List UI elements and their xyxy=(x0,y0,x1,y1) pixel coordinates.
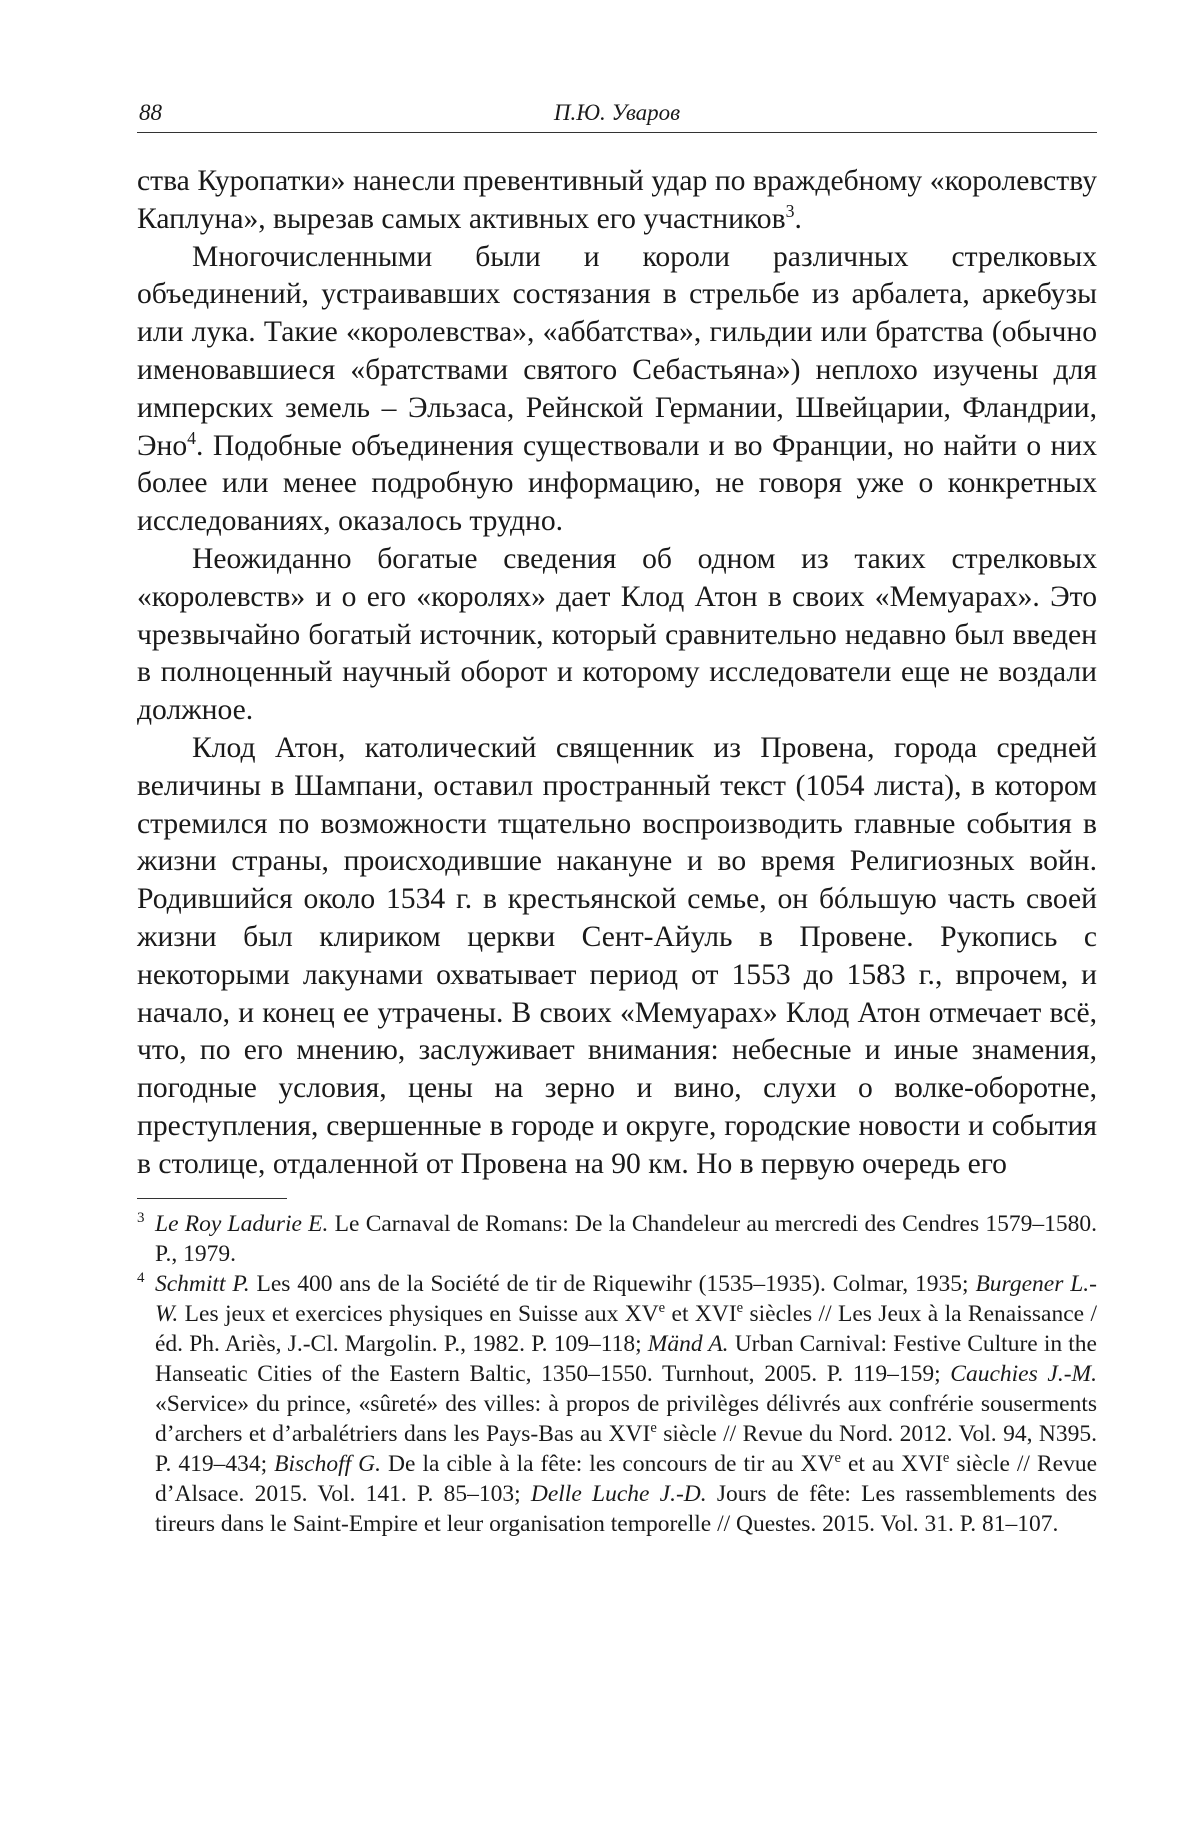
footnote-divider xyxy=(137,1198,287,1199)
footnote-3: 3 Le Roy Ladurie E. Le Carnaval de Romans: De la Chandeleur au mercredi des Cendres 1579–1580. P., 1979. xyxy=(137,1209,1097,1267)
page-number: 88 xyxy=(139,100,162,125)
footnotes xyxy=(137,1209,1097,1540)
book-page xyxy=(137,96,1097,1540)
footnote-ref-3: 3 xyxy=(785,200,795,221)
footnote-4: 4 Schmitt P. Les 400 ans de la Société de tir de Riquewihr (1535–1935). Colmar, 1935; Burgener L.-W. Les jeux et exercices physiques en Suisse aux XVe et XVIe siècles // Les Jeux à la Renaissance / éd. Ph. Ariès, J.-Cl. Margolin. P., 1982. P. 109–118; Mänd A. Urban Carnival: Festive Culture in the Hanseatic Cities of the Eastern Baltic, 1350–1550. Turnhout, 2005. P. 119–159; Cauchies J.-M. «Service» du prince, «sûreté» des villes: à propos de privilèges délivrés aux confrérie souserments d’archers et d’arbalétriers dans les Pays-Bas au XVIe siècle // Revue du Nord. 2012. Vol. 94, N395. P. 419–434; Bischoff G. De la cible à la fête: les concours de tir au XVe et au XVIe siècle // Revue d’Alsace. 2015. Vol. 141. P. 85–103; Delle Luche J.-D. Jours de fête: Les rassemblements des tireurs dans le Saint-Empire et leur organisation temporelle // Questes. 2015. Vol. 31. P. 81–107. xyxy=(137,1269,1098,1538)
running-author: П.Ю. Уваров xyxy=(553,100,681,125)
paragraph-1: ства Куропатки» нанесли превентивный удар по враждебному «королевству Каплуна», вырезав самых активных его участников$^3$. xyxy=(137,165,1097,235)
footnote-ref-4: 4 xyxy=(187,427,197,448)
paragraph-4: Клод Атон, католический священник из Провена, города средней величины в Шампани, оставил пространный текст (1054 листа), в котором стремился по возможности тщательно воспроизводить главные события в жизни страны, происходившие накануне и во время Религиозных войн. Родившийся около 1534 г. в крестьянской семье, он бóльшую часть своей жизни был клириком церкви Сент-Айуль в Провене. Рукопись с некоторыми лакунами охватывает период от 1553 до 1583 г., впрочем, и начало, и конец ее утрачены. В своих «Мемуарах» Клод Атон отмечает всё, что, по его мнению, заслуживает внимания: небесные и иные знамения, погодные условия, цены на зерно и вино, слухи о волке-оборотне, преступления, свершенные в городе и округе, городские новости и события в столице, отдаленной от Провена на 90 км. Но в первую очередь его xyxy=(137,731,1097,1180)
main-text xyxy=(137,163,1097,1184)
paragraph-2: Многочисленными были и короли различных стрелковых объединений, устраивавших состязания в стрельбе из арбалета, аркебузы или лука. Такие «королевства», «аббатства», гильдии или братства (обычно именовавшиеся «братствами святого Себастьяна») неплохо изучены для имперских земель – Эльзаса, Рейнской Германии, Швейцарии, Фландрии, Эно$^4$. Подобные объединения существовали и во Франции, но найти о них более или менее подробную информацию, не говоря уже о конкретных исследованиях, оказалось трудно. xyxy=(137,240,1097,538)
paragraph-3: Неожиданно богатые сведения об одном из таких стрелковых «королевств» и о его «королях» дает Клод Атон в своих «Мемуарах». Это чрезвычайно богатый источник, который сравнительно недавно был введен в полноценный научный оборот и которому исследователи еще не воздали должное. xyxy=(137,542,1097,727)
running-header xyxy=(137,96,1097,133)
